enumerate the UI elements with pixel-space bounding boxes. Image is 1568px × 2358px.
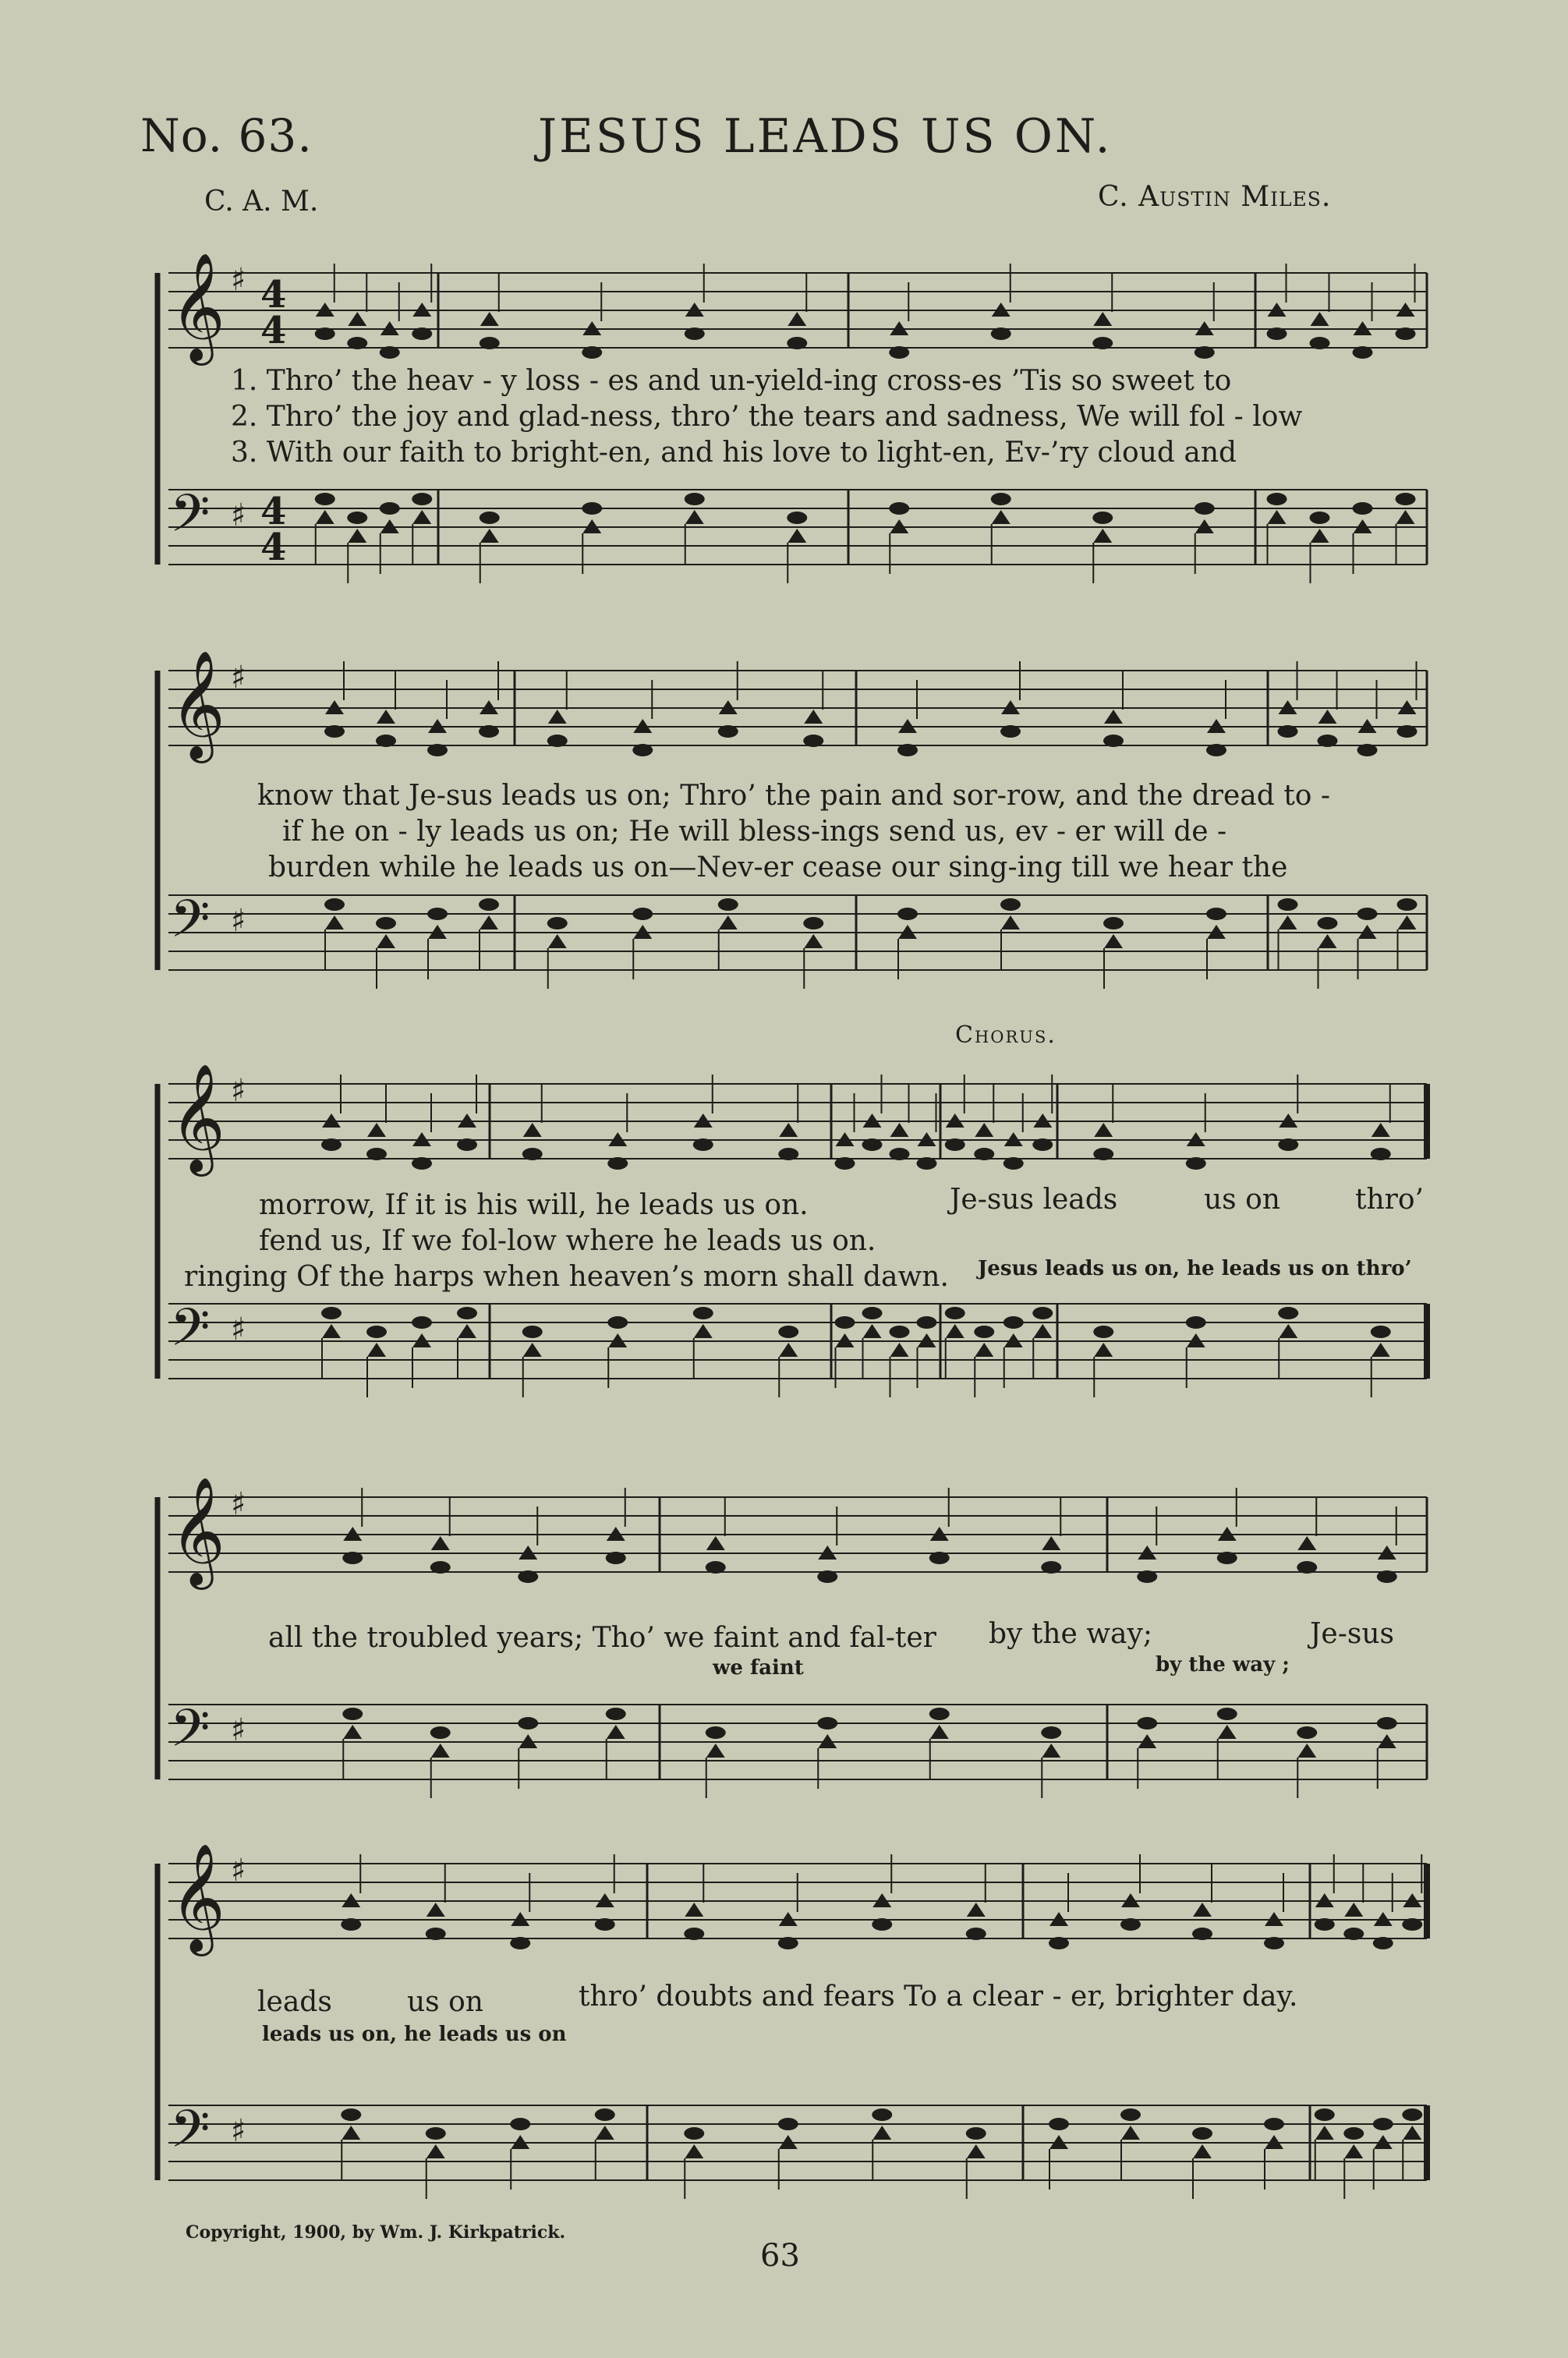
bass-clef-icon: 𝄢 [170, 1298, 211, 1370]
note-head [427, 1903, 445, 1917]
note-head [1103, 917, 1124, 929]
note-head [1218, 1725, 1237, 1739]
note-head [426, 2127, 446, 2140]
sharp-icon: ♯ [231, 1073, 246, 1109]
note-head [1403, 2126, 1421, 2140]
note-head [1094, 1123, 1113, 1137]
note-head [1318, 735, 1338, 747]
note-head [316, 510, 334, 524]
note-head [1377, 1717, 1397, 1730]
note-head [1267, 493, 1287, 505]
time-signature: 4 [260, 526, 287, 569]
note-head [929, 1552, 950, 1564]
sharp-icon: ♯ [231, 262, 246, 298]
note-head [1032, 1138, 1053, 1151]
note-head [1104, 710, 1123, 724]
note-head [412, 493, 432, 505]
note-head [1371, 1148, 1391, 1160]
note-head [975, 1343, 993, 1357]
note-head [1310, 337, 1330, 349]
note-head [427, 908, 448, 920]
note-head [548, 934, 567, 948]
time-signature: 4 [260, 273, 287, 317]
note-head [967, 1903, 986, 1917]
small-lyric-5: leads us on, he leads us on [262, 2023, 567, 2046]
note-head [685, 328, 705, 340]
note-head [1357, 908, 1378, 920]
note-head [1397, 725, 1418, 738]
note-head [348, 312, 366, 326]
note-head [778, 2118, 798, 2130]
note-head [341, 1918, 361, 1931]
note-head [1195, 502, 1215, 515]
note-head [804, 934, 823, 948]
note-head [778, 1937, 798, 1949]
lyric-line-3d: thro’ [1355, 1184, 1424, 1216]
note-head [596, 2126, 614, 2140]
note-head [974, 1326, 994, 1338]
note-head [1344, 1903, 1363, 1917]
note-head [367, 1343, 386, 1357]
hymn-author: C. A. M. [204, 186, 319, 218]
note-head [380, 502, 400, 515]
note-head [787, 512, 807, 524]
note-head [706, 1744, 725, 1758]
note-head [890, 1148, 910, 1160]
chorus-label: Chorus. [955, 1021, 1057, 1049]
note-head [1377, 1570, 1397, 1583]
note-head [1371, 1326, 1391, 1338]
note-head [342, 2126, 360, 2140]
note-head [366, 1326, 387, 1338]
sharp-icon: ♯ [231, 2113, 246, 2149]
note-head [1311, 529, 1329, 543]
treble-clef-icon: 𝄞 [170, 650, 225, 759]
note-head [523, 1123, 542, 1137]
lyric-line-3c: us on [1204, 1184, 1280, 1216]
lyric-line-3b: Je-sus leads [950, 1184, 1118, 1216]
sharp-icon: ♯ [231, 903, 246, 939]
note-head [1195, 346, 1215, 359]
note-head [315, 328, 335, 340]
note-head [684, 1928, 704, 1940]
note-head [582, 502, 602, 515]
note-head [1372, 1123, 1390, 1137]
bass-clef-icon: 𝄢 [170, 483, 211, 556]
note-head [480, 529, 499, 543]
note-head [1297, 1744, 1316, 1758]
note-head [1315, 1918, 1335, 1931]
note-head [1311, 312, 1329, 326]
treble-clef-icon: 𝄞 [170, 253, 225, 361]
lyric-verse-3-line-1: 3. With our faith to bright-en, and his love to light-en, Ev-’ry cloud and [231, 437, 1237, 469]
treble-clef-icon: 𝄞 [170, 1843, 225, 1952]
note-head [1318, 934, 1337, 948]
note-head [1049, 2118, 1069, 2130]
note-head [342, 1552, 363, 1564]
small-lyric-4b: by the way ; [1156, 1653, 1290, 1676]
page-number: 63 [760, 2238, 800, 2274]
note-head [479, 898, 499, 911]
note-head [548, 710, 567, 724]
note-head [1033, 1324, 1052, 1338]
note-head [1094, 1343, 1113, 1357]
note-head [595, 2108, 615, 2121]
note-head [430, 1726, 451, 1739]
lyric-line-3-verse-2: fend us, If we fol-low where he leads us on. [259, 1225, 876, 1257]
note-head [966, 1928, 986, 1940]
note-head [974, 1148, 994, 1160]
note-head [862, 1138, 883, 1151]
note-head [480, 312, 499, 326]
note-head [1357, 744, 1378, 756]
note-head [1353, 502, 1373, 515]
note-head [479, 725, 499, 738]
note-head [1396, 328, 1416, 340]
note-head [510, 1937, 530, 1949]
note-head [341, 2108, 361, 2121]
treble-clef-icon: 𝄞 [170, 1064, 225, 1172]
note-head [1373, 1937, 1393, 1949]
time-signature: 4 [260, 490, 287, 533]
note-head [547, 735, 568, 747]
note-head [1137, 1717, 1157, 1730]
note-head [426, 1928, 446, 1940]
note-head [946, 1324, 965, 1338]
note-head [1001, 915, 1020, 929]
lyric-verse-3-line-2: burden while he leads us on—Nev-er cease our sing-ing till we hear the [268, 852, 1288, 883]
note-head [510, 2118, 530, 2130]
note-head [347, 512, 367, 524]
lyric-line-3-verse-3: ringing Of the harps when heaven’s morn shall dawn. [184, 1261, 949, 1293]
note-head [929, 1708, 950, 1720]
note-head [788, 529, 806, 543]
note-head [804, 710, 823, 724]
note-head [787, 337, 807, 349]
note-head [1092, 512, 1113, 524]
note-head [685, 493, 705, 505]
note-head [835, 1157, 855, 1170]
note-head [1268, 510, 1287, 524]
sharp-icon: ♯ [231, 1312, 246, 1347]
note-head [718, 725, 738, 738]
note-head [1318, 917, 1338, 929]
note-head [412, 1157, 432, 1170]
note-head [342, 1708, 363, 1720]
note-head [1003, 1316, 1024, 1329]
note-head [1092, 337, 1113, 349]
note-head [778, 1148, 798, 1160]
bass-clef-icon: 𝄢 [170, 2099, 211, 2172]
note-head [1041, 1561, 1061, 1574]
note-head [412, 328, 432, 340]
note-head [694, 1324, 713, 1338]
note-head [427, 2144, 445, 2158]
note-head [480, 915, 498, 929]
note-head [862, 1307, 883, 1319]
note-head [1049, 1937, 1069, 1949]
note-head [324, 725, 345, 738]
note-head [324, 898, 345, 911]
note-head [632, 908, 653, 920]
note-head [1000, 725, 1021, 738]
note-head [778, 1326, 798, 1338]
note-head [367, 1123, 386, 1137]
note-head [1264, 2118, 1284, 2130]
note-head [347, 337, 367, 349]
note-head [706, 1726, 726, 1739]
note-head [685, 2144, 703, 2158]
note-head [779, 1343, 798, 1357]
note-head [1093, 312, 1112, 326]
note-head [1000, 898, 1021, 911]
note-head [706, 1561, 726, 1574]
note-head [991, 493, 1011, 505]
note-head [863, 1324, 882, 1338]
note-head [872, 1918, 892, 1931]
note-head [1186, 1157, 1206, 1170]
note-head [522, 1148, 543, 1160]
note-head [719, 915, 738, 929]
lyric-line-5a: leads [257, 1986, 332, 2018]
lyric-line-3a: morrow, If it is his will, he leads us on. [259, 1189, 809, 1221]
note-head [817, 1570, 837, 1583]
note-head [1279, 1324, 1297, 1338]
note-head [890, 1326, 910, 1338]
note-head [458, 1324, 476, 1338]
treble-clef-icon: 𝄞 [170, 1477, 225, 1585]
note-head [1217, 1708, 1237, 1720]
note-head [376, 917, 396, 929]
note-head [684, 2127, 704, 2140]
note-head [1343, 1928, 1364, 1940]
note-head [1093, 1326, 1113, 1338]
note-head [522, 1326, 543, 1338]
note-head [607, 1725, 625, 1739]
note-head [1297, 1561, 1317, 1574]
note-head [632, 744, 653, 756]
note-head [992, 510, 1011, 524]
note-head [1267, 328, 1287, 340]
note-head [1041, 1726, 1061, 1739]
note-head [321, 1138, 342, 1151]
note-head [1372, 1343, 1390, 1357]
note-head [897, 908, 918, 920]
note-head [1278, 725, 1298, 738]
note-head [1186, 1316, 1206, 1329]
note-head [1042, 1744, 1060, 1758]
note-head [1206, 908, 1226, 920]
note-head [1192, 2127, 1212, 2140]
note-head [966, 2127, 986, 2140]
note-head [1093, 529, 1112, 543]
hymn-title: JESUS LEADS US ON. [538, 109, 1113, 164]
note-head [1120, 2108, 1141, 2121]
lyric-line-5c: thro’ doubts and fears To a clear - er, brighter day. [579, 1981, 1298, 2013]
note-head [693, 1138, 713, 1151]
note-head [1217, 1552, 1237, 1564]
hymn-number: No. 63. [140, 109, 313, 162]
note-head [803, 735, 823, 747]
note-head [779, 1123, 798, 1137]
copyright: Copyright, 1900, by Wm. J. Kirkpatrick. [186, 2222, 566, 2243]
note-head [685, 1903, 703, 1917]
note-head [1344, 2144, 1363, 2158]
note-head [706, 1536, 725, 1550]
note-head [1032, 1307, 1053, 1319]
note-head [1206, 744, 1226, 756]
note-head [322, 1324, 341, 1338]
note-head [518, 1570, 538, 1583]
note-head [872, 2126, 891, 2140]
note-head [1310, 512, 1330, 524]
note-head [1343, 2127, 1364, 2140]
note-head [897, 744, 918, 756]
note-head [377, 934, 395, 948]
note-head [1315, 2108, 1335, 2121]
note-head [945, 1307, 965, 1319]
note-head [606, 1552, 626, 1564]
lyric-line-4b: by the way; [989, 1618, 1152, 1650]
note-head [1278, 1138, 1298, 1151]
note-head [1193, 2144, 1212, 2158]
note-head [1192, 1928, 1212, 1940]
note-head [348, 529, 366, 543]
note-head [1137, 1570, 1157, 1583]
note-head [788, 312, 806, 326]
note-head [1402, 1918, 1422, 1931]
note-head [1297, 1536, 1316, 1550]
note-head [380, 346, 400, 359]
note-head [1279, 915, 1297, 929]
note-head [1318, 710, 1337, 724]
note-head [1093, 1148, 1113, 1160]
lyric-line-4c: Je-sus [1310, 1618, 1395, 1650]
lyric-verse-2-line-1: 2. Thro’ the joy and glad-ness, thro’ the tears and sadness, We will fol - low [231, 401, 1303, 433]
time-signature: 4 [260, 309, 287, 352]
lyric-verse-1-line-1: 1. Thro’ the heav - y loss - es and un-yield-ing cross-es ’Tis so sweet to [231, 365, 1232, 397]
sharp-icon: ♯ [231, 660, 246, 696]
note-head [1402, 2108, 1422, 2121]
note-head [1297, 1726, 1317, 1739]
note-head [457, 1138, 477, 1151]
lyric-verse-2-line-2: if he on - ly leads us on; He will bless-ings send us, ev - er will de - [282, 816, 1227, 848]
note-head [547, 917, 568, 929]
note-head [427, 744, 448, 756]
note-head [890, 1343, 909, 1357]
sharp-icon: ♯ [231, 1853, 246, 1889]
note-head [835, 1316, 855, 1329]
note-head [1396, 493, 1416, 505]
note-head [975, 1123, 993, 1137]
note-head [1103, 735, 1124, 747]
note-head [1104, 934, 1123, 948]
bass-clef-icon: 𝄢 [170, 889, 211, 961]
note-head [1278, 898, 1298, 911]
note-head [457, 1307, 477, 1319]
lyric-verse-1-line-2: know that Je-sus leads us on; Thro’ the pain and sor-row, and the dread to - [257, 780, 1330, 812]
sharp-icon: ♯ [231, 1486, 246, 1522]
note-head [1315, 2126, 1334, 2140]
note-head [917, 1316, 937, 1329]
note-head [412, 1316, 432, 1329]
note-head [817, 1717, 837, 1730]
note-head [718, 898, 738, 911]
note-head [889, 346, 909, 359]
sharp-icon: ♯ [231, 497, 246, 533]
note-head [518, 1717, 538, 1730]
note-head [1003, 1157, 1024, 1170]
note-head [480, 512, 500, 524]
note-head [693, 1307, 713, 1319]
note-head [1120, 1918, 1141, 1931]
note-head [1373, 2118, 1393, 2130]
note-head [321, 1307, 342, 1319]
note-head [606, 1708, 626, 1720]
note-head [595, 1918, 615, 1931]
note-head [1278, 1307, 1298, 1319]
note-head [1398, 915, 1417, 929]
bass-clef-icon: 𝄢 [170, 1698, 211, 1771]
note-head [1264, 1937, 1284, 1949]
note-head [343, 1725, 362, 1739]
note-head [607, 1157, 628, 1170]
note-head [803, 917, 823, 929]
note-head [431, 1536, 450, 1550]
bass-lyric-3: Jesus leads us on, he leads us on thro’ [978, 1257, 1412, 1280]
small-lyric-4a: we faint [713, 1656, 804, 1680]
note-head [376, 735, 396, 747]
sharp-icon: ♯ [231, 1712, 246, 1748]
note-head [412, 510, 431, 524]
note-head [582, 346, 602, 359]
note-head [1397, 898, 1418, 911]
note-head [991, 328, 1011, 340]
note-head [523, 1343, 542, 1357]
note-head [1042, 1536, 1060, 1550]
note-head [1193, 1903, 1212, 1917]
note-head [430, 1561, 451, 1574]
note-head [1121, 2126, 1140, 2140]
note-head [930, 1725, 949, 1739]
note-head [967, 2144, 986, 2158]
note-head [945, 1138, 965, 1151]
note-head [431, 1744, 450, 1758]
note-head [1353, 346, 1373, 359]
note-head [607, 1316, 628, 1329]
note-head [377, 710, 395, 724]
note-head [890, 1123, 909, 1137]
note-head [685, 510, 704, 524]
hymn-composer: C. Austin Miles. [1098, 181, 1332, 213]
note-head [366, 1148, 387, 1160]
note-head [889, 502, 909, 515]
lyric-line-4a: all the troubled years; Tho’ we faint and fal-ter [268, 1622, 936, 1654]
lyric-line-5b: us on [407, 1986, 483, 2018]
note-head [1396, 510, 1415, 524]
note-head [872, 2108, 892, 2121]
note-head [315, 493, 335, 505]
note-head [480, 337, 500, 349]
note-head [325, 915, 344, 929]
note-head [917, 1157, 937, 1170]
